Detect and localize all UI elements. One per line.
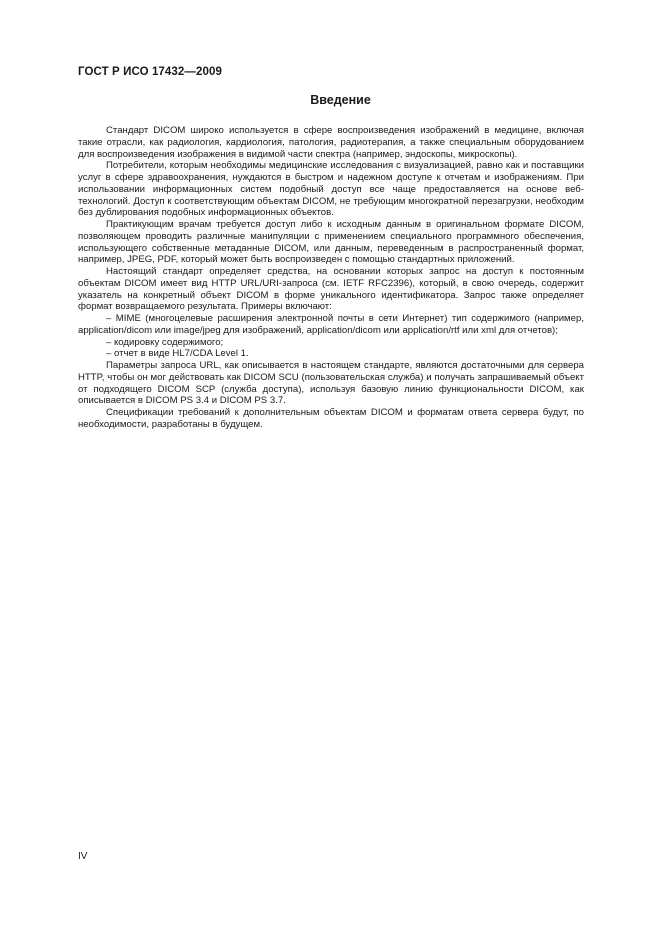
- body-text: [78, 125, 584, 431]
- page-number: IV: [78, 851, 88, 862]
- paragraph: Настоящий стандарт определяет средства, на основании которых запрос на доступ к постоянным объектам DICOM имеет вид HTTP URL/URI-запроса (см. IETF RFC2396), который, в свою очередь, содержит указатель на конкретный объект DICOM в форме уникального идентификатора. Запрос также определяет формат возвращаемого результата. Примеры включают:: [78, 266, 584, 313]
- paragraph: Параметры запроса URL, как описывается в настоящем стандарте, являются достаточными для сервера HTTP, чтобы он мог действовать как DICOM SCU (пользовательская служба) и получать запрашиваемый объект от подходящего DICOM SCP (служба доступа), используя базовую линию функциональности DICOM, как описывается в DICOM PS 3.4 и DICOM PS 3.7.: [78, 360, 584, 407]
- paragraph: Потребители, которым необходимы медицинские исследования с визуализацией, равно как и поставщики услуг в сфере здравоохранения, нуждаются в быстром и надежном доступе к отчетам и изображениям. При использовании информационных систем подобный доступ все чаще предоставляется на основе веб-технологий. Доступ к соответствующим объектам DICOM, не требующим многократной перезагрузки, необходим без дублирования подобных информационных объектов.: [78, 160, 584, 219]
- paragraph: Стандарт DICOM широко используется в сфере воспроизведения изображений в медицине, включая такие отрасли, как радиология, кардиология, патология, радиотерапия, а также специальным оборудованием для воспроизведения изображения в видимой части спектра (например, эндоскопы, микроскопы).: [78, 125, 584, 160]
- paragraph: Спецификации требований к дополнительным объектам DICOM и форматам ответа сервера будут, по необходимости, разработаны в будущем.: [78, 407, 584, 430]
- section-title: Введение: [310, 93, 371, 107]
- list-item: – отчет в виде HL7/CDA Level 1.: [106, 348, 249, 360]
- document-header: ГОСТ Р ИСО 17432—2009: [78, 66, 223, 78]
- list-item: – кодировку содержимого;: [106, 336, 224, 348]
- paragraph: Практикующим врачам требуется доступ либо к исходным данным в оригинальном формате DICOM, позволяющем проводить различные манипуляции с применением специального программного обеспечения, использующего собственные метаданные DICOM, или данным, переведенным в распространенный формат, например, JPEG, PDF, который может быть воспроизведен с помощью стандартных приложений.: [78, 219, 584, 266]
- list-item: – MIME (многоцелевые расширения электронной почты в сети Интернет) тип содержимого (например, application/dicom или image/jpeg для изображений, application/dicom или application/rtf или xml для отчетов);: [78, 313, 584, 336]
